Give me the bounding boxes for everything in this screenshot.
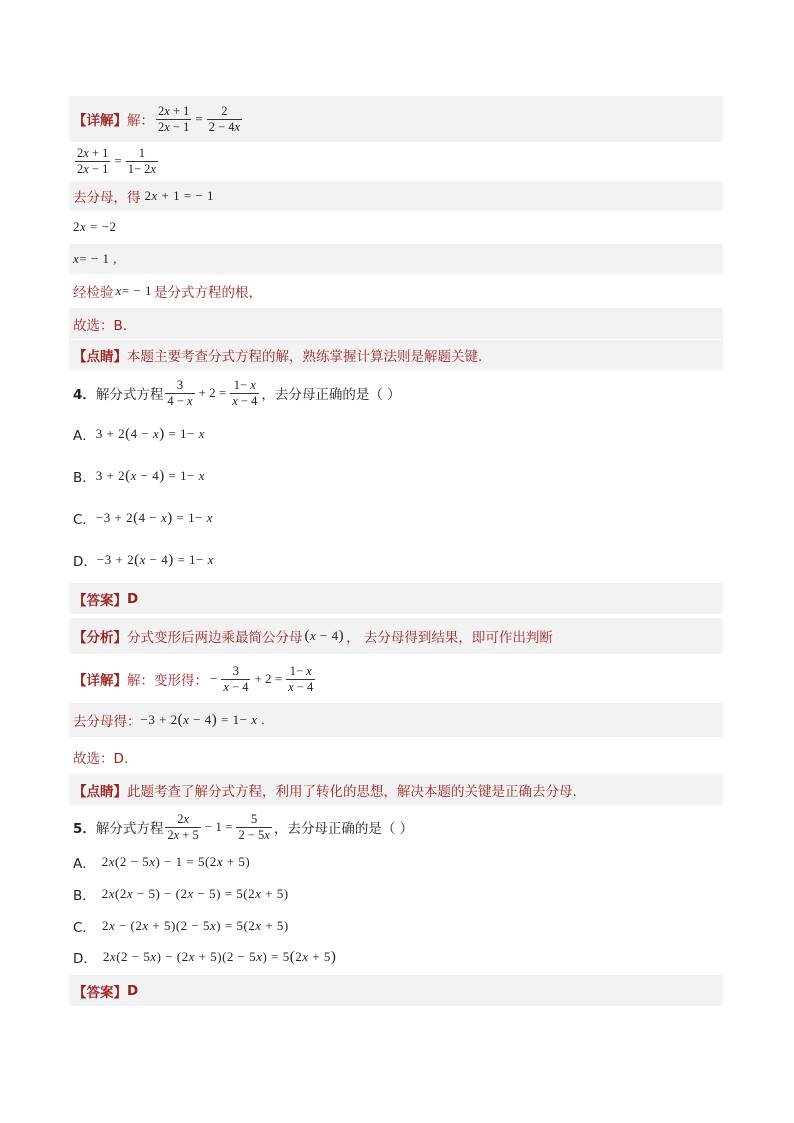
step-text: 经检验	[73, 284, 114, 301]
equation: 2x + 1 = − 1	[144, 188, 215, 203]
fraction: $\frac{2x + 1}{2x - 1}$	[158, 103, 190, 134]
fraction: $\frac{3}{x - 4}$	[223, 663, 249, 694]
fraction: $\frac{2x}{2x + 5}$	[167, 811, 199, 842]
detail-label: 【详解】	[73, 113, 127, 129]
q5-option-a	[69, 849, 723, 875]
option-label: A．	[73, 428, 96, 444]
comment-text: 此题考查了解分式方程，利用了转化的思想，解决本题的关键是正确去分母.	[127, 783, 577, 800]
q3-step2-row: $\frac{2x + 1}{2x - 1}$ = $\frac{1}{1- 2x}$	[77, 145, 156, 176]
fraction: $\frac{3}{4 - x}$	[167, 377, 193, 408]
step-text: 是分式方程的根，	[153, 284, 262, 301]
question-text: 解分式方程	[95, 821, 164, 837]
q5-option-d	[69, 944, 723, 970]
analysis-text: 分式变形后两边乘最简公分母	[127, 630, 303, 646]
equation: −3 + 2(x − 4) = 1− x .	[140, 711, 265, 728]
option-expression: −3 + 2(4 − x) = 1− x	[95, 509, 213, 526]
equation: (x − 4)	[304, 627, 345, 644]
option-expression: 2x − (2x + 5)(2 − 5x) = 5(2x + 5)	[101, 918, 289, 933]
question-text: ，去分母正确的是（ ）	[261, 387, 401, 403]
q3-step6-row	[69, 275, 723, 306]
q3-detail-row: 【详解】 解： $\frac{2x + 1}{2x - 1}$ = $\frac{2}{2 - 4x}$	[69, 96, 723, 142]
comment-label: 【点睛】	[73, 783, 127, 800]
option-label: B．	[73, 470, 96, 486]
q4-choice-row	[69, 742, 723, 772]
choice-text: 故选：B.	[73, 317, 128, 334]
option-expression: 2x(2 − 5x) − 1 = 5(2x + 5)	[101, 854, 251, 869]
answer-label: 【答案】	[73, 592, 127, 609]
equation: x= − 1 ,	[73, 251, 117, 266]
question-number: 5．	[73, 821, 96, 837]
step-text: 去分母，得	[73, 190, 141, 206]
option-label: C．	[73, 512, 96, 528]
q4-detail-row: 【详解】 解：变形得： − $\frac{3}{x - 4}$ + 2 = $\frac{1- x}{x - 4}$	[73, 663, 314, 694]
fraction: $\frac{2}{2 - 4x}$	[208, 103, 241, 134]
q4-option-a	[69, 420, 723, 448]
solve-prefix: 解：	[127, 113, 154, 129]
q4-step2-row	[69, 703, 723, 737]
analysis-text: ， 去分母得到结果，即可作出判断	[346, 630, 553, 646]
equation: 2x = −2	[73, 219, 117, 234]
choice-text: 故选：D.	[73, 751, 129, 767]
q4-option-d	[69, 546, 723, 574]
q4-answer-row	[69, 583, 723, 614]
option-label: B．	[73, 888, 96, 904]
q3-step3-row	[69, 181, 723, 211]
comment-text: 本题主要考查分式方程的解，熟练掌握计算法则是解题关键.	[127, 349, 483, 365]
option-label: D．	[73, 554, 97, 570]
answer-value: D	[127, 982, 139, 999]
question-text: 解分式方程	[95, 387, 164, 403]
q3-choice-row	[69, 308, 723, 339]
fraction: $\frac{1- x}{x - 4}$	[288, 663, 314, 694]
option-label: D．	[73, 951, 97, 967]
fraction: $\frac{2x + 1}{2x - 1}$	[77, 145, 109, 176]
equation: x= − 1	[115, 282, 152, 298]
q4-option-b	[69, 462, 723, 490]
option-label: A．	[73, 856, 96, 872]
q4-stem-row: 4． 解分式方程 $\frac{3}{4 - x}$ + 2 = $\frac{1- x}{x - 4}$ ，去分母正确的是（ ）	[73, 377, 401, 408]
q5-answer-row	[69, 975, 723, 1006]
fraction: $\frac{1- x}{x - 4}$	[232, 377, 258, 408]
detail-text: 解：变形得：	[127, 673, 208, 689]
q3-comment-row	[69, 340, 723, 370]
answer-label: 【答案】	[73, 984, 127, 1001]
q4-option-c	[69, 504, 723, 532]
option-expression: 3 + 2(4 − x) = 1− x	[95, 425, 205, 442]
option-expression: 2x(2x − 5) − (2x − 5) = 5(2x + 5)	[101, 886, 289, 901]
answer-value: D	[127, 590, 139, 607]
analysis-label: 【分析】	[73, 630, 127, 646]
option-expression: 2x(2 − 5x) − (2x + 5)(2 − 5x) = 5(2x + 5)	[102, 948, 337, 965]
fraction: $\frac{1}{1- 2x}$	[127, 145, 156, 176]
question-text: ，去分母正确的是（ ）	[273, 821, 414, 837]
option-label: C．	[73, 920, 96, 936]
q5-option-b	[69, 881, 723, 907]
option-expression: −3 + 2(x − 4) = 1− x	[96, 551, 214, 568]
step-text: 去分母得：	[73, 714, 141, 730]
q4-analysis-row	[69, 618, 723, 654]
q3-step5-row	[69, 244, 723, 274]
comment-label: 【点睛】	[73, 349, 127, 365]
detail-label: 【详解】	[73, 673, 127, 689]
option-expression: 3 + 2(x − 4) = 1− x	[95, 467, 205, 484]
fraction: $\frac{5}{2 - 5x}$	[238, 811, 270, 842]
q5-stem-row: 5． 解分式方程 $\frac{2x}{2x + 5}$ − 1 = $\frac{5}{2 - 5x}$ ，去分母正确的是（ ）	[73, 811, 414, 842]
q3-step4-row	[69, 212, 723, 242]
q4-comment-row	[69, 774, 723, 805]
q5-option-c	[69, 913, 723, 939]
question-number: 4．	[73, 387, 96, 403]
